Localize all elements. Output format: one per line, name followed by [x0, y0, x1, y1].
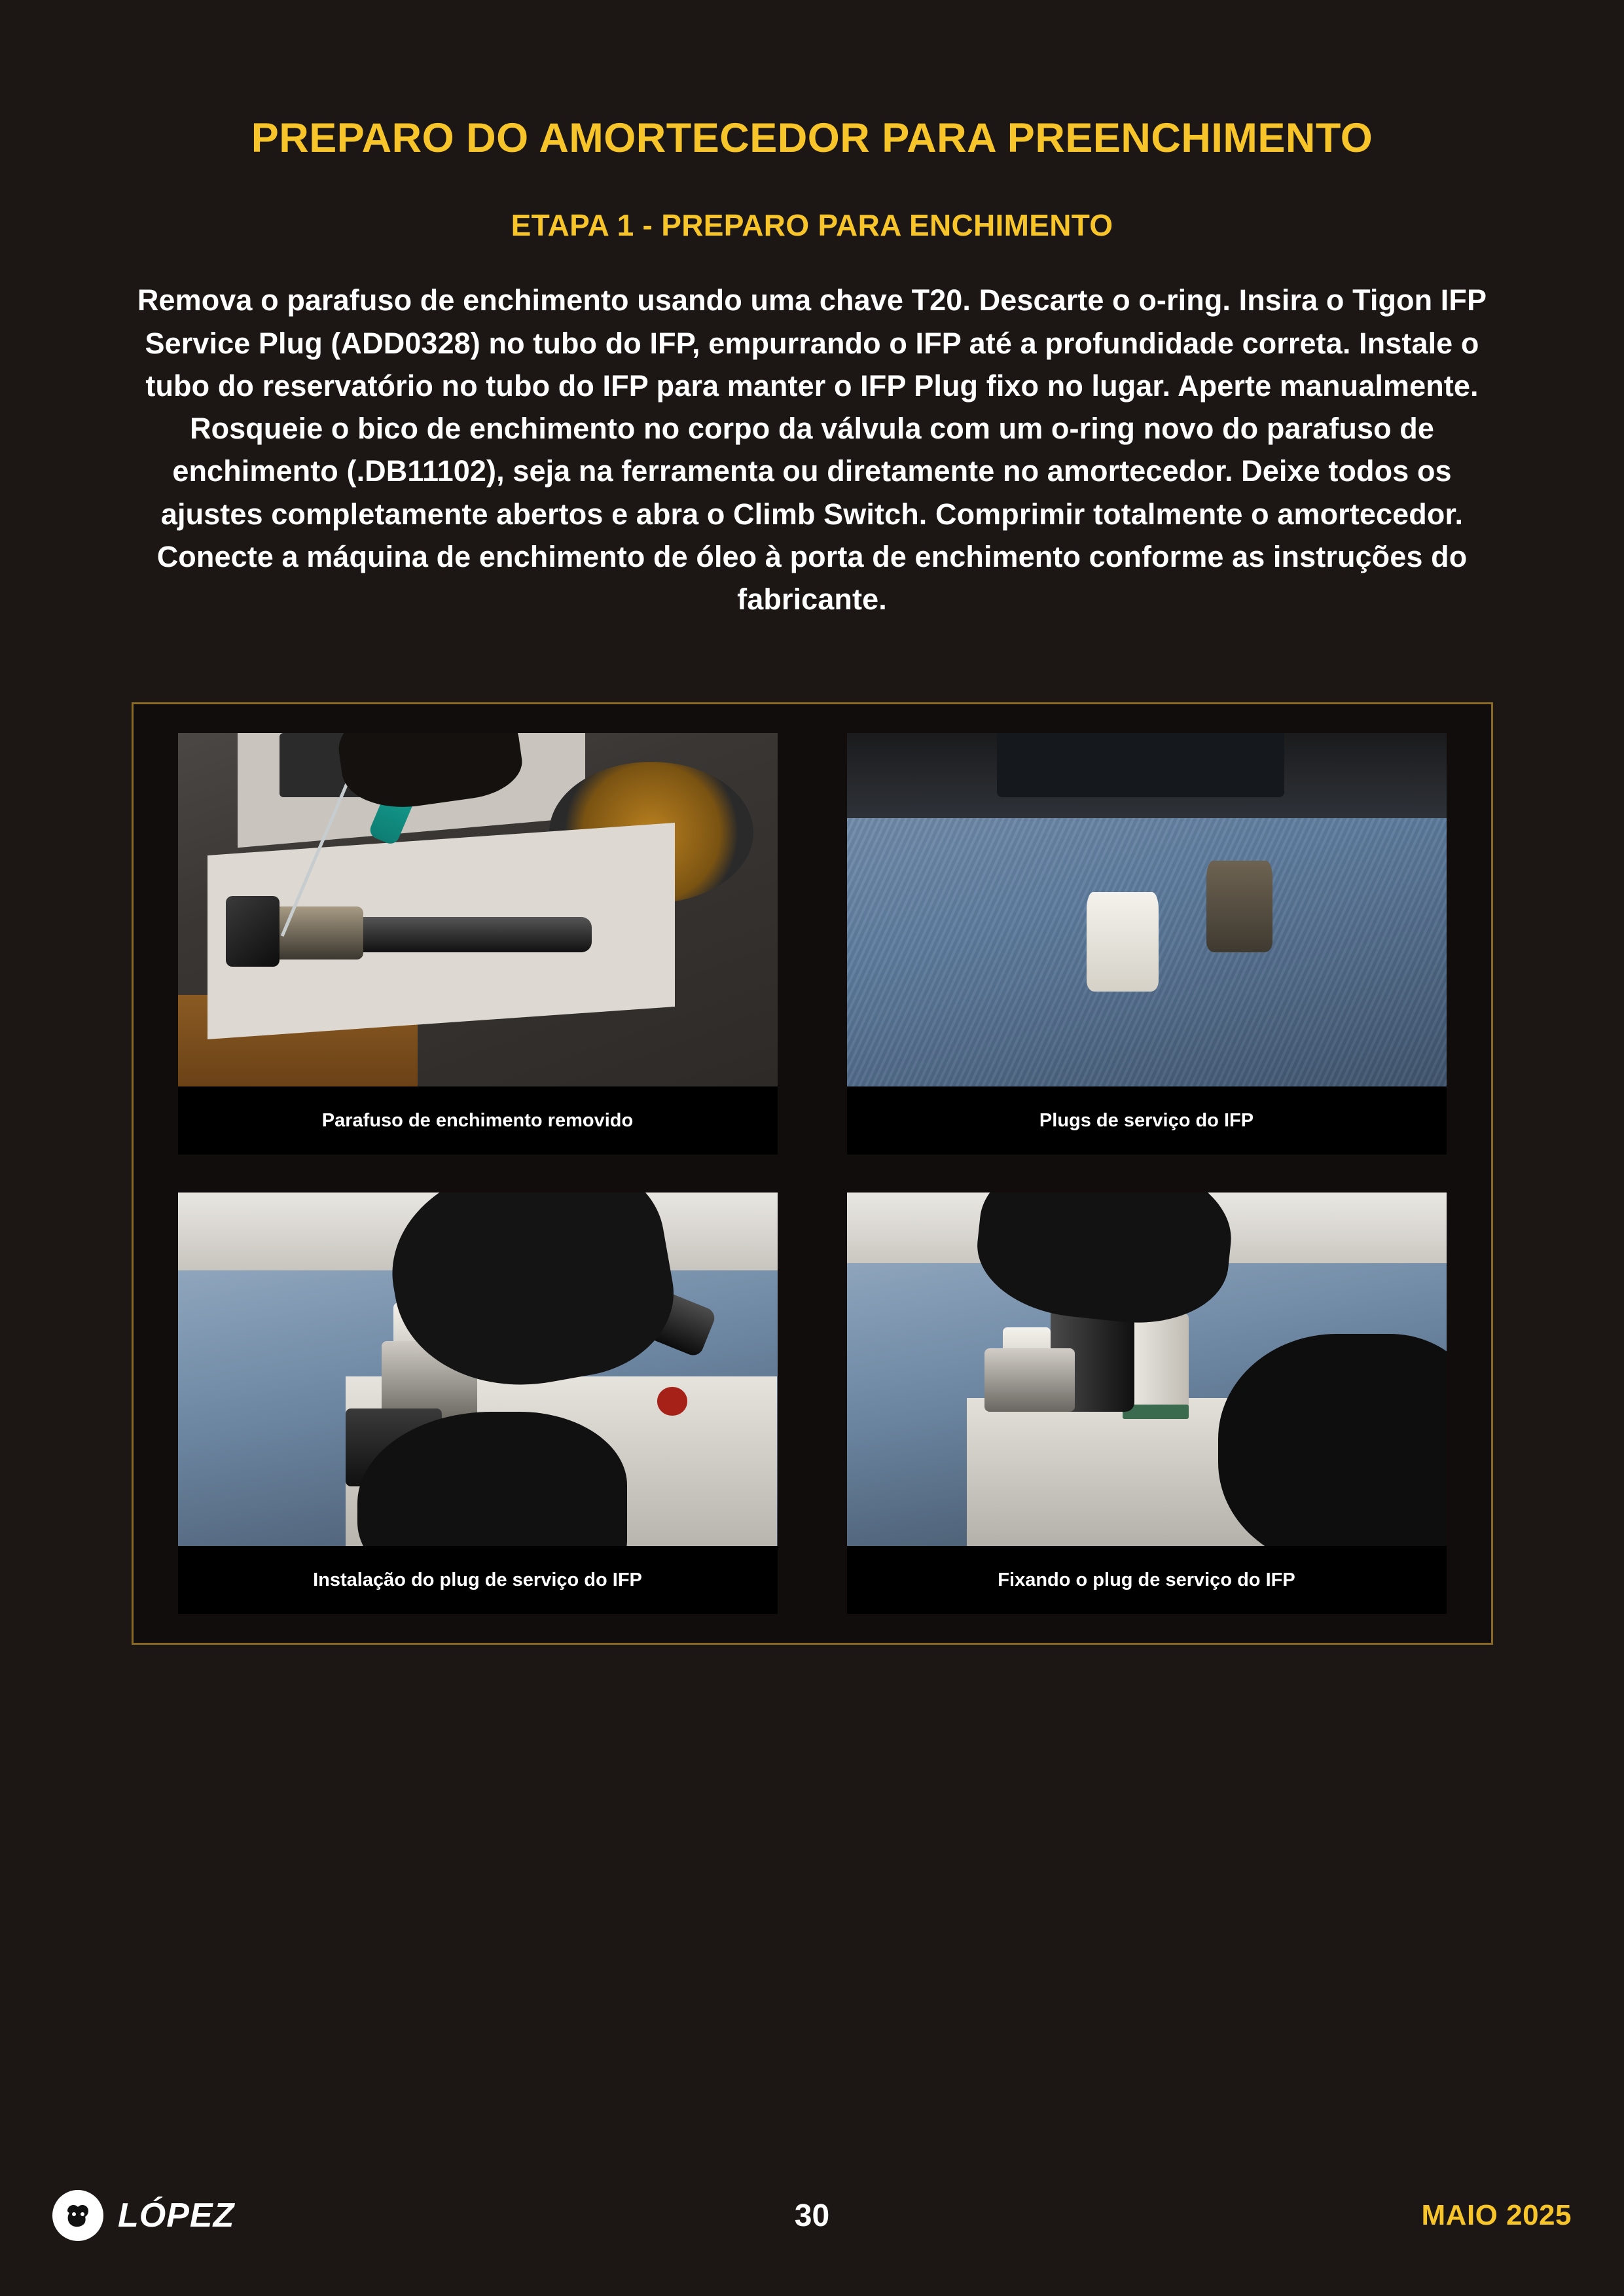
figure-3-image: [178, 1193, 778, 1546]
figure-1: [178, 733, 778, 1155]
section-subtitle: ETAPA 1 - PREPARO PARA ENCHIMENTO: [511, 208, 1113, 243]
footer-date: MAIO 2025: [1421, 2199, 1572, 2231]
figure-1-image: [178, 733, 778, 1086]
instruction-paragraph: Remova o parafuso de enchimento usando uma chave T20. Descarte o o-ring. Insira o Tigon IFP Service Plug (ADD0328) no tubo do IFP, empurrando o IFP até a profundidade correta. Instale o tubo do reservatório no tubo do IFP para manter o IFP Plug fixo no lugar. Aperte manualmente. Rosqueie o bico de enchimento no corpo da válvula com um o-ring novo do parafuso de enchimento (.DB11102), seja na ferramenta ou diretamente no amortecedor. Deixe todos os ajustes completamente abertos e abra o Climb Switch. Comprimir totalmente o amortecedor. Conecte a máquina de enchimento de óleo à porta de enchimento conforme as instruções do fabricante.: [137, 283, 1487, 617]
page-title: PREPARO DO AMORTECEDOR PARA PREENCHIMENTO: [251, 115, 1373, 161]
page-number: 30: [794, 2198, 830, 2233]
page-footer: [0, 2179, 1624, 2251]
figure-4-image: [847, 1193, 1447, 1546]
brand-name: LÓPEZ: [118, 2197, 235, 2234]
figure-grid: [152, 723, 1473, 1624]
figure-2-caption: Plugs de serviço do IFP: [847, 1086, 1447, 1155]
figure-3-caption: Instalação do plug de serviço do IFP: [178, 1546, 778, 1614]
figure-1-caption: Parafuso de enchimento removido: [178, 1086, 778, 1155]
figure-4: [847, 1193, 1447, 1614]
figure-4-caption: Fixando o plug de serviço do IFP: [847, 1546, 1447, 1614]
figure-2: [847, 733, 1447, 1155]
figure-frame: [132, 702, 1493, 1645]
figure-3: [178, 1193, 778, 1614]
figure-2-image: [847, 733, 1447, 1086]
